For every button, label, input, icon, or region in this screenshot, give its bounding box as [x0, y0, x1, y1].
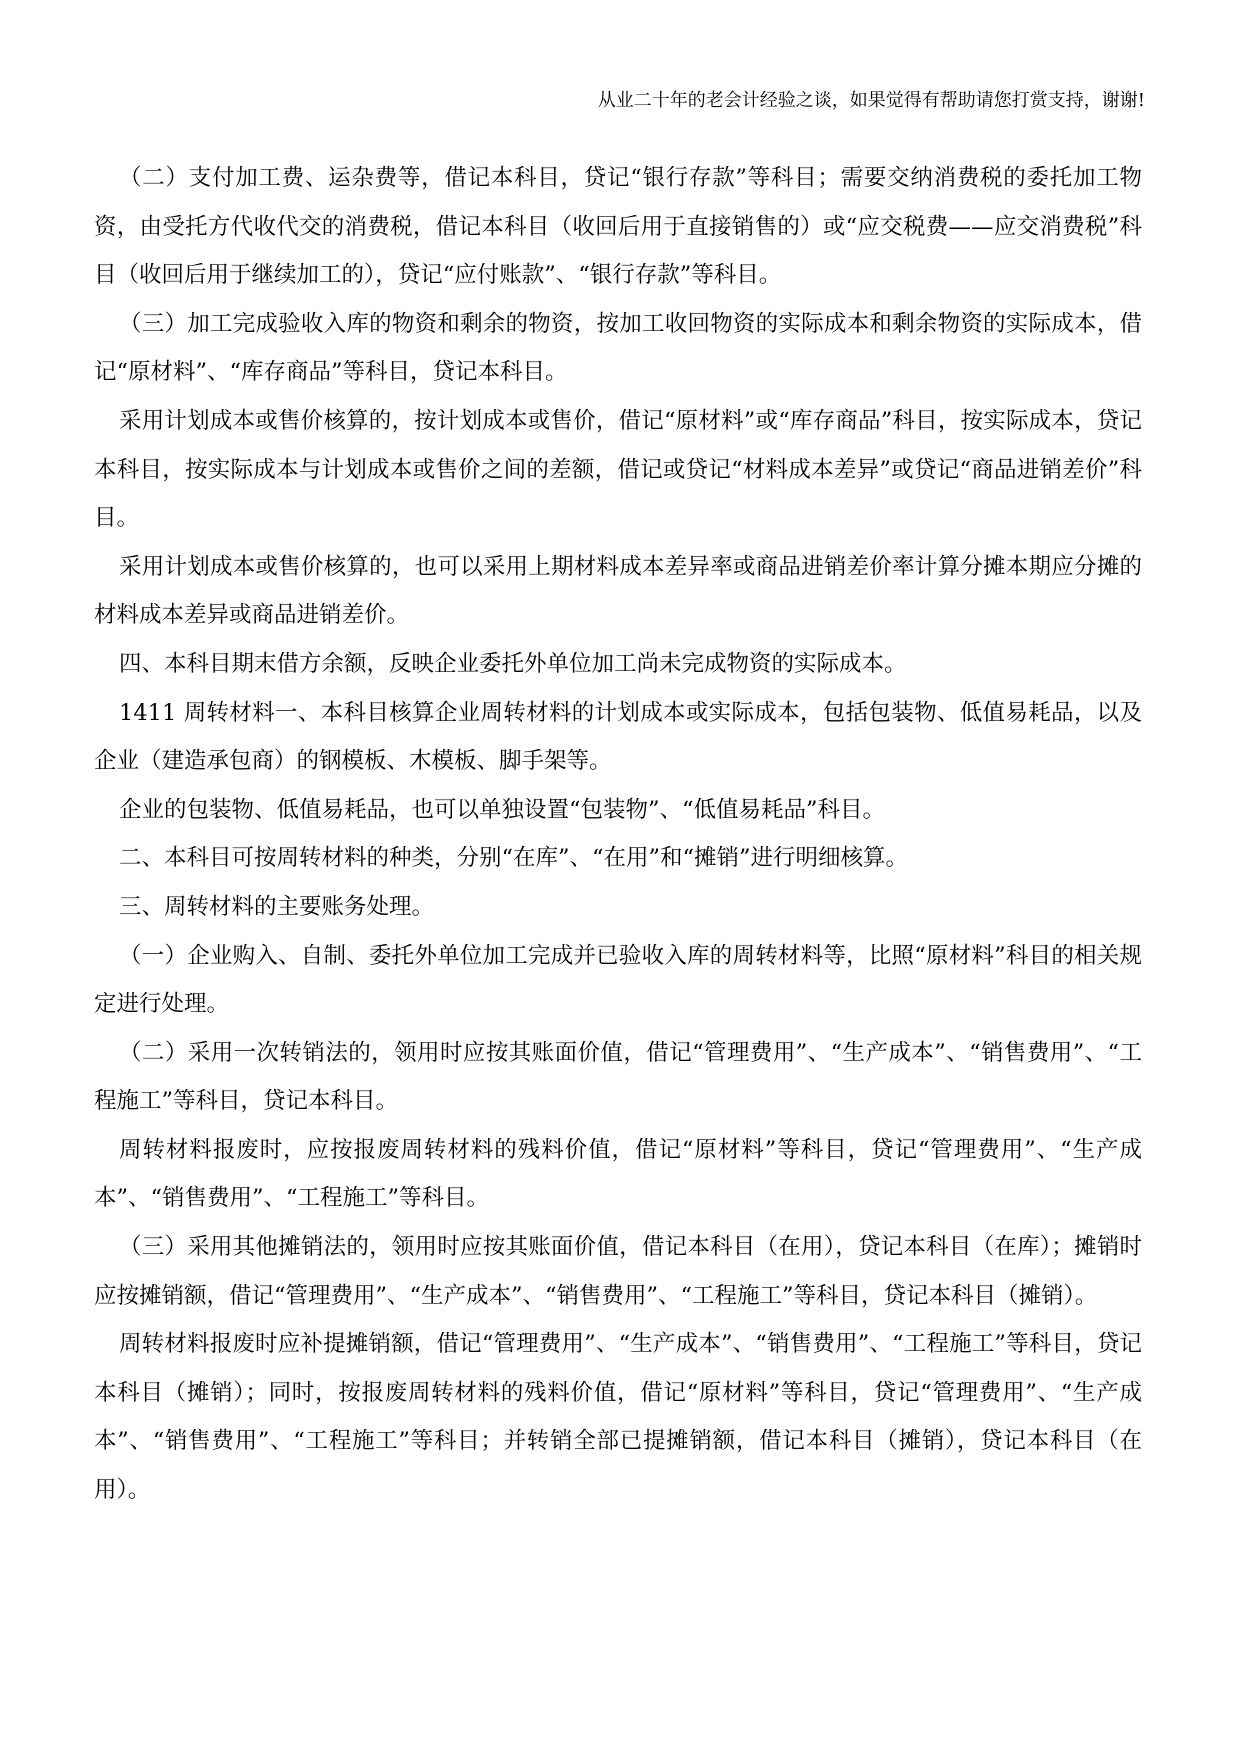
- paragraph: 采用计划成本或售价核算的，按计划成本或售价，借记“原材料”或“库存商品”科目，按实际成本，贷记本科目，按实际成本与计划成本或售价之间的差额，借记或贷记“材料成本差异”或贷记“商品进销差价”科目。: [94, 407, 1142, 532]
- paragraph: （三）采用其他摊销法的，领用时应按其账面价值，借记本科目（在用），贷记本科目（在库）；摊销时应按摊销额，借记“管理费用”、“生产成本”、“销售费用”、“工程施工”等科目，贷记本科目（摊销）。: [94, 1234, 1142, 1309]
- paragraph: 四、本科目期末借方余额，反映企业委托外单位加工尚未完成物资的实际成本。: [119, 650, 907, 677]
- document-body: [94, 154, 1142, 1515]
- paragraph: 三、周转材料的主要账务处理。: [119, 893, 435, 920]
- paragraph: （二）采用一次转销法的，领用时应按其账面价值，借记“管理费用”、“生产成本”、“销售费用”、“工程施工”等科目，贷记本科目。: [94, 1039, 1142, 1115]
- paragraph: 周转材料报废时，应按报废周转材料的残料价值，借记“原材料”等科目，贷记“管理费用”、“生产成本”、“销售费用”、“工程施工”等科目。: [94, 1136, 1142, 1212]
- paragraph: 二、本科目可按周转材料的种类，分别“在库”、“在用”和“摊销”进行明细核算。: [119, 845, 909, 872]
- header-note: 从业二十年的老会计经验之谈，如果觉得有帮助请您打赏支持，谢谢!: [597, 90, 1145, 111]
- paragraph: 企业的包装物、低值易耗品，也可以单独设置“包装物”、“低值易耗品”科目。: [119, 796, 886, 823]
- paragraph: （一）企业购入、自制、委托外单位加工完成并已验收入库的周转材料等，比照“原材料”科目的相关规定进行处理。: [94, 942, 1142, 1018]
- paragraph: 1411 周转材料一、本科目核算企业周转材料的计划成本或实际成本，包括包装物、低值易耗品，以及企业（建造承包商）的钢模板、木模板、脚手架等。: [94, 699, 1142, 775]
- paragraph: （三）加工完成验收入库的物资和剩余的物资，按加工收回物资的实际成本和剩余物资的实际成本，借记“原材料”、“库存商品”等科目，贷记本科目。: [94, 310, 1142, 386]
- paragraph: （二）支付加工费、运杂费等，借记本科目，贷记“银行存款”等科目；需要交纳消费税的委托加工物资，由受托方代收代交的消费税，借记本科目（收回后用于直接销售的）或“应交税费——应交消费税”科目（收回后用于继续加工的），贷记“应付账款”、“银行存款”等科目。: [94, 165, 1142, 289]
- paragraph: 周转材料报废时应补提摊销额，借记“管理费用”、“生产成本”、“销售费用”、“工程施工”等科目，贷记本科目（摊销）；同时，按报废周转材料的残料价值，借记“原材料”等科目，贷记“管理费用”、“生产成本”、“销售费用”、“工程施工”等科目；并转销全部已提摊销额，借记本科目（摊销），贷记本科目（在用）。: [94, 1331, 1142, 1504]
- paragraph: 采用计划成本或售价核算的，也可以采用上期材料成本差异率或商品进销差价率计算分摊本期应分摊的材料成本差异或商品进销差价。: [94, 553, 1142, 629]
